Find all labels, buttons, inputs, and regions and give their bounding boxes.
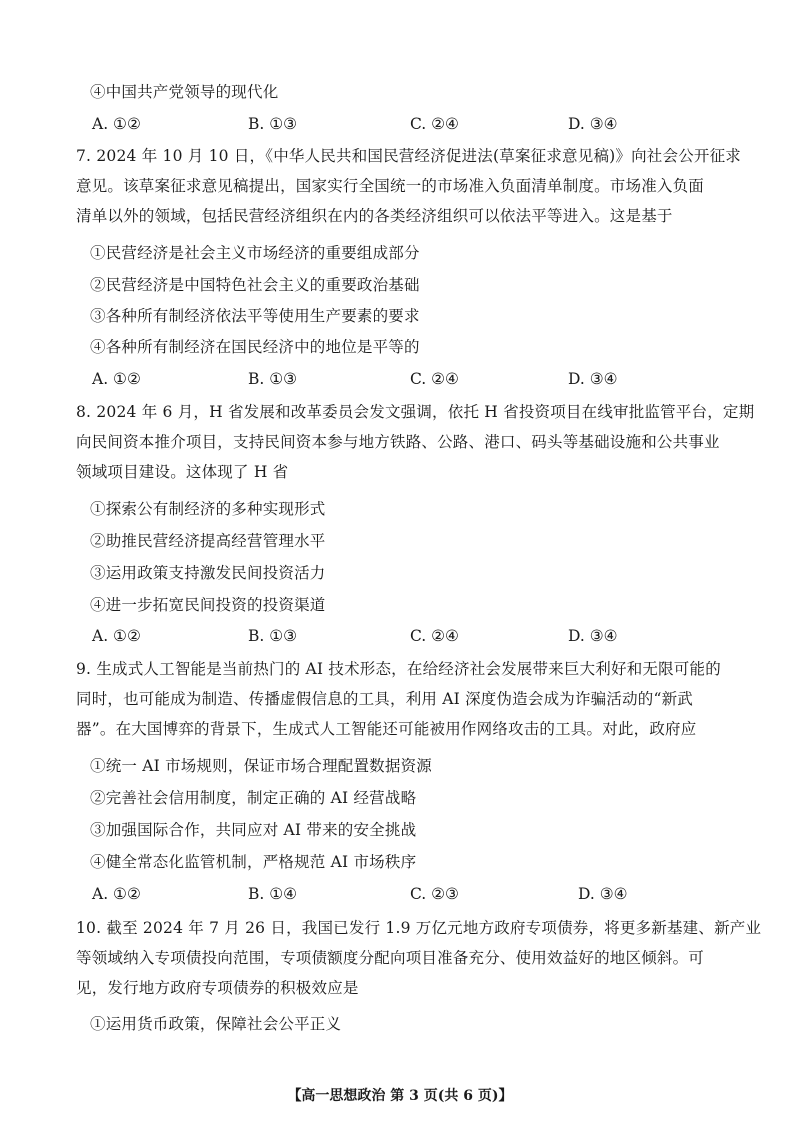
q8-options bbox=[0, 626, 800, 646]
q9-item-4: ④健全常态化监管机制，严格规范 AI 市场秩序 bbox=[90, 853, 417, 871]
q6-option-b: B. ①③ bbox=[248, 115, 298, 133]
q9-stem-line-1: 9. 生成式人工智能是当前热门的 AI 技术形态，在给经济社会发展带来巨大利好和无限可能的 bbox=[76, 660, 721, 678]
q8-option-c: C. ②④ bbox=[410, 627, 459, 645]
q7-item-4: ④各种所有制经济在国民经济中的地位是平等的 bbox=[90, 338, 420, 356]
q8-option-a: A. ①② bbox=[92, 627, 141, 645]
q7-option-b: B. ①③ bbox=[248, 370, 298, 388]
q8-item-1: ①探索公有制经济的多种实现形式 bbox=[90, 500, 326, 518]
q9-options bbox=[0, 884, 800, 904]
q8-option-b: B. ①③ bbox=[248, 627, 298, 645]
q7-option-d: D. ③④ bbox=[568, 370, 618, 388]
q7-option-c: C. ②④ bbox=[410, 370, 459, 388]
q10-stem-line-2: 等领域纳入专项债投向范围，专项债额度分配向项目准备充分、使用效益好的地区倾斜。可 bbox=[76, 949, 705, 967]
q9-item-1: ①统一 AI 市场规则，保证市场合理配置数据资源 bbox=[90, 757, 432, 775]
q7-stem-line-3: 清单以外的领域，包括民营经济组织在内的各类经济组织可以依法平等进入。这是基于 bbox=[76, 207, 673, 225]
q8-stem-line-2: 向民间资本推介项目，支持民间资本参与地方铁路、公路、港口、码头等基础设施和公共事业 bbox=[76, 433, 720, 451]
q9-stem-line-2: 同时，也可能成为制造、传播虚假信息的工具，利用 AI 深度伪造会成为诈骗活动的“新武 bbox=[76, 690, 693, 708]
q7-item-2: ②民营经济是中国特色社会主义的重要政治基础 bbox=[90, 276, 420, 294]
q9-option-c: C. ②③ bbox=[410, 885, 459, 903]
q8-option-d: D. ③④ bbox=[568, 627, 618, 645]
q10-stem-line-1: 10. 截至 2024 年 7 月 26 日，我国已发行 1.9 万亿元地方政府专项债券，将更多新基建、新产业 bbox=[76, 919, 762, 937]
q9-item-3: ③加强国际合作，共同应对 AI 带来的安全挑战 bbox=[90, 821, 417, 839]
q8-item-2: ②助推民营经济提高经营管理水平 bbox=[90, 532, 326, 550]
q9-stem-line-3: 器”。在大国博弈的背景下，生成式人工智能还可能被用作网络攻击的工具。对此，政府应 bbox=[76, 720, 697, 738]
q9-option-b: B. ①④ bbox=[248, 885, 298, 903]
q6-option-a: A. ①② bbox=[92, 115, 141, 133]
q10-item-1: ①运用货币政策，保障社会公平正义 bbox=[90, 1015, 342, 1033]
q7-option-a: A. ①② bbox=[92, 370, 141, 388]
q7-item-1: ①民营经济是社会主义市场经济的重要组成部分 bbox=[90, 244, 420, 262]
q6-option-d: D. ③④ bbox=[568, 115, 618, 133]
q9-option-d: D. ③④ bbox=[578, 885, 628, 903]
q8-stem-line-1: 8. 2024 年 6 月，H 省发展和改革委员会发文强调，依托 H 省投资项目在线审批监管平台，定期 bbox=[76, 403, 755, 421]
q6-option-c: C. ②④ bbox=[410, 115, 459, 133]
q8-item-3: ③运用政策支持激发民间投资活力 bbox=[90, 564, 326, 582]
q7-stem-line-2: 意见。该草案征求意见稿提出，国家实行全国统一的市场准入负面清单制度。市场准入负面 bbox=[76, 177, 705, 195]
q9-item-2: ②完善社会信用制度，制定正确的 AI 经营战略 bbox=[90, 789, 417, 807]
q6-item-4: ④中国共产党领导的现代化 bbox=[90, 83, 279, 101]
q7-item-3: ③各种所有制经济依法平等使用生产要素的要求 bbox=[90, 307, 420, 325]
q7-options bbox=[0, 369, 800, 389]
q8-item-4: ④进一步拓宽民间投资的投资渠道 bbox=[90, 596, 326, 614]
q9-option-a: A. ①② bbox=[92, 885, 141, 903]
page-footer: 【高一思想政治 第 3 页(共 6 页)】 bbox=[287, 1088, 513, 1104]
q8-stem-line-3: 领域项目建设。这体现了 H 省 bbox=[76, 463, 289, 481]
q6-options bbox=[0, 114, 800, 134]
q7-stem-line-1: 7. 2024 年 10 月 10 日，《中华人民共和国民营经济促进法(草案征求意见稿)》向社会公开征求 bbox=[76, 147, 741, 165]
q10-stem-line-3: 见，发行地方政府专项债券的积极效应是 bbox=[76, 979, 359, 997]
